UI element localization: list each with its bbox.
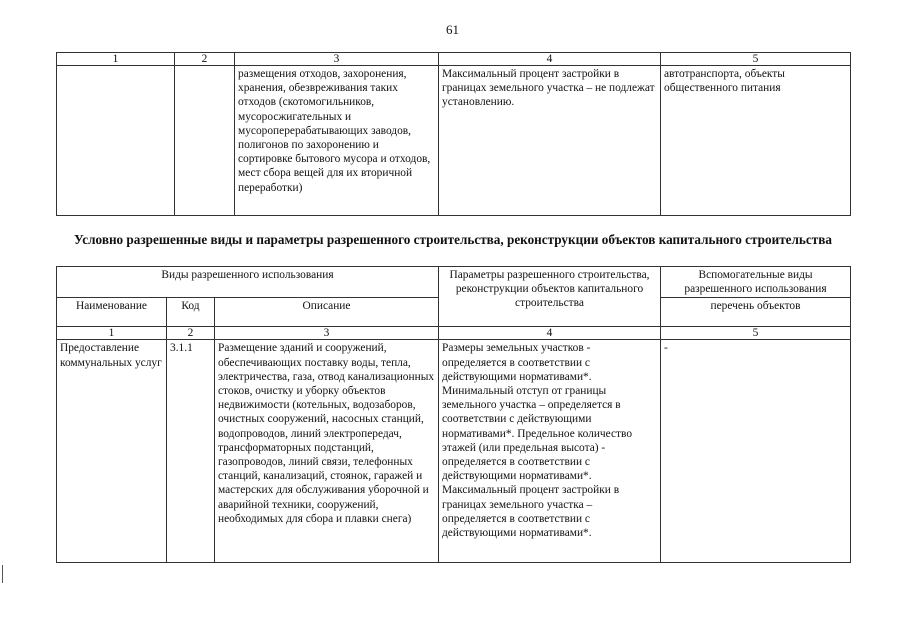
section-heading: Условно разрешенные виды и параметры разрешенного строительства, реконструкции объектов капитального строительства bbox=[74, 232, 832, 247]
col-number: 5 bbox=[661, 327, 851, 340]
col-number: 2 bbox=[167, 327, 215, 340]
table-conditional-uses bbox=[56, 266, 851, 563]
margin-mark bbox=[2, 565, 9, 583]
table-header-row bbox=[57, 267, 851, 298]
table-continuation bbox=[56, 52, 851, 216]
header-name: Наименование bbox=[57, 298, 167, 327]
table-row bbox=[57, 66, 851, 216]
table-row bbox=[57, 327, 851, 340]
header-parameters: Параметры разрешенного строительства, реконструкции объектов капитального строительства bbox=[439, 267, 661, 327]
cell-auxiliary: автотранспорта, объекты общественного питания bbox=[661, 66, 851, 216]
col-number: 3 bbox=[215, 327, 439, 340]
cell-name: Предоставление коммунальных услуг bbox=[57, 340, 167, 563]
header-object-list: перечень объектов bbox=[661, 298, 851, 327]
header-code: Код bbox=[167, 298, 215, 327]
col-number: 1 bbox=[57, 327, 167, 340]
cell-parameters: Размеры земельных участков - определяется в соответствии с действующими нормативами*. Минимальный отступ от границы земельного участка – определяется в соответствии с действующими нормативами*. Предельное количество этажей (или предельная высота) - определяется в соответствии с действующими нормативами*. Максимальный процент застройки в границах земельного участка – определяется в соответствии с действующими нормативами*. bbox=[439, 340, 661, 563]
cell-description: размещения отходов, захоронения, хранения, обезвреживания таких отходов (скотомогильников, мусоросжигательных и мусороперерабатывающих заводов, полигонов по захоронению и сортировке бытового мусора и отходов, мест сбора вещей для их вторичной переработки) bbox=[235, 66, 439, 216]
col-number: 1 bbox=[57, 53, 175, 66]
table-row bbox=[57, 53, 851, 66]
header-description: Описание bbox=[215, 298, 439, 327]
cell-parameters: Максимальный процент застройки в границах земельного участка – не подлежат установлению. bbox=[439, 66, 661, 216]
cell-code: 3.1.1 bbox=[167, 340, 215, 563]
cell-name bbox=[57, 66, 175, 216]
col-number: 4 bbox=[439, 327, 661, 340]
header-group-uses: Виды разрешенного использования bbox=[57, 267, 439, 298]
col-number: 3 bbox=[235, 53, 439, 66]
header-auxiliary: Вспомогательные виды разрешенного использования bbox=[661, 267, 851, 298]
cell-description: Размещение зданий и сооружений, обеспечивающих поставку воды, тепла, электричества, газа, отвод канализационных стоков, очистку и уборку объектов недвижимости (котельных, водозаборов, очистных сооружений, насосных станций, водопроводов, линий электропередач, трансформаторных подстанций, газопроводов, линий связи, телефонных станций, канализаций, стоянок, гаражей и мастерских для обслуживания уборочной и аварийной техники, сооружений, необходимых для сбора и плавки снега) bbox=[215, 340, 439, 563]
table-row bbox=[57, 340, 851, 563]
col-number: 5 bbox=[661, 53, 851, 66]
col-number: 4 bbox=[439, 53, 661, 66]
col-number: 2 bbox=[175, 53, 235, 66]
page-number: 61 bbox=[446, 22, 459, 37]
cell-auxiliary: - bbox=[661, 340, 851, 563]
cell-code bbox=[175, 66, 235, 216]
